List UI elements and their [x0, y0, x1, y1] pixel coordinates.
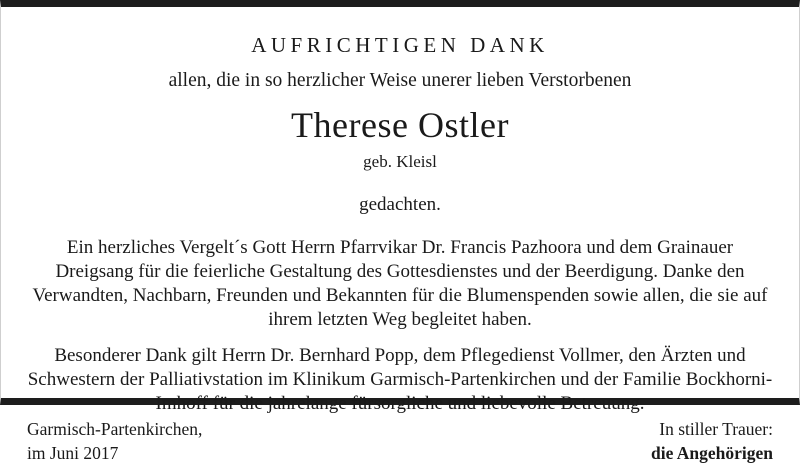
notice-heading: AUFRICHTIGEN DANK [251, 33, 549, 57]
mourning-family: die Angehörigen [650, 443, 773, 464]
footer-date: im Juni 2017 [27, 443, 119, 464]
footer-place-date [27, 418, 202, 465]
thanks-paragraph-2: Besonderer Dank gilt Herrn Dr. Bernhard Popp, dem Pflegedienst Vollmer, den Ärzten und Schwestern der Palliativstation im Klinikum Garmisch-Partenkirchen und der Familie Bockhorni-Imhoff für die jahrelange fürsorgliche und liebevolle Betreuung. [27, 345, 773, 415]
footer-place: Garmisch-Partenkirchen, [27, 419, 203, 440]
notice-subline: allen, die in so herzlicher Weise unerer lieben Verstorbenen [168, 70, 632, 91]
deceased-name: Therese Ostler [291, 105, 509, 145]
remembrance-text: gedachten. [359, 193, 441, 215]
deceased-maiden-name: geb. Kleisl [363, 151, 437, 171]
thanks-paragraph-1: Ein herzliches Vergelt´s Gott Herrn Pfarrvikar Dr. Francis Pazhoora und dem Grainauer Dreigsang für die feierliche Gestaltung des Gottesdienstes und der Beerdigung. Danke den Verwandten, Nachbarn, Freunden und Bekannten für die Blumenspenden sowie allen, die sie auf ihrem letzten Weg begleitet haben. [32, 236, 768, 330]
notice-footer [27, 418, 773, 467]
mourning-label: In stiller Trauer: [659, 419, 773, 440]
footer-mourning [651, 418, 773, 465]
